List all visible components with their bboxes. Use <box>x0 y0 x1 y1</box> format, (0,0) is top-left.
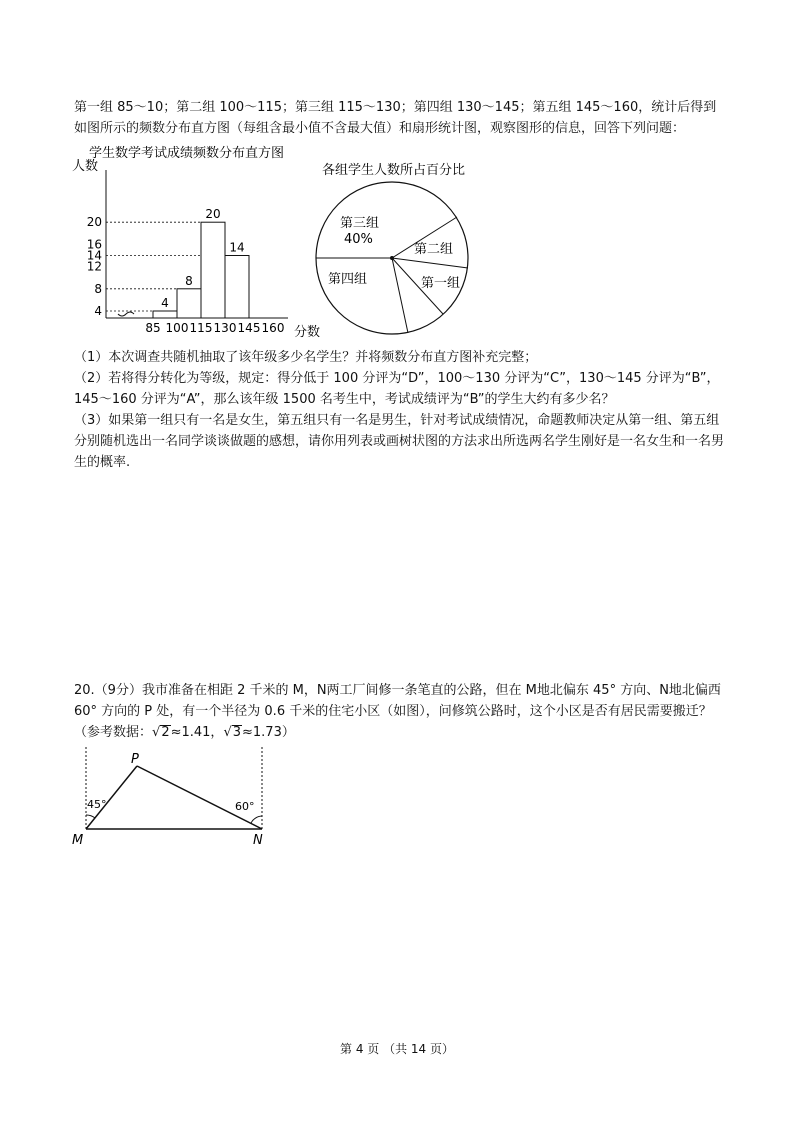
x-tick-label: 130 <box>213 321 237 335</box>
y-tick-label: 4 <box>94 304 102 318</box>
label-n: N <box>253 833 263 848</box>
pie-title: 各组学生人数所占百分比 <box>322 163 466 178</box>
problem-20-body: 20.（9分）我市准备在相距 2 千米的 M，N两工厂间修一条笔直的公路，但在 M地北偏东 45° 方向、N地北偏西 60° 方向的 P 处，有一个半径为 0.6 千米的住宅小区（如图），问修筑公路时，这个小区是否有居民需要搬迁？（参考数据： <box>74 683 721 740</box>
x-tick-label: 115 <box>189 321 213 335</box>
histogram-chart <box>70 140 330 340</box>
pie-label-group3: 第三组 <box>340 216 380 231</box>
approx-1: ≈1.41， <box>170 725 224 740</box>
approx-2: ≈1.73） <box>242 725 295 740</box>
angle-arc-n <box>251 816 262 823</box>
y-tick-label: 16 <box>86 237 102 252</box>
bar-value-label: 14 <box>229 240 245 255</box>
pie-divider-2 <box>392 258 468 268</box>
question-2: （2）若将得分转化为等级，规定：得分低于 100 分评为“D”，100～130 分评为“C”，130～145 分评为“B”，145～160 分评为“A”，那么该年级 1500 名考生中，考试成绩评为“B”的学生大约有多少名？ <box>74 371 720 407</box>
triangle-figure <box>70 745 280 850</box>
y-tick-label: 20 <box>86 215 102 230</box>
angle-arc-m <box>86 815 95 818</box>
x-tick-label: 160 <box>261 321 285 335</box>
bar-value-label: 8 <box>185 273 193 288</box>
y-tick-label: 8 <box>94 281 102 296</box>
sqrt-3: 3 <box>232 725 242 740</box>
x-tick-label: 100 <box>165 321 189 335</box>
histogram-ylabel: 人数 <box>72 159 99 174</box>
histogram-title: 学生数学考试成绩频数分布直方图 <box>89 146 285 161</box>
question-3: （3）如果第一组只有一名是女生，第五组只有一名是男生，针对考试成绩情况，命题教师决定从第一组、第五组分别随机选出一名同学谈谈做题的感想，请你用列表或画树状图的方法求出所选两名学生刚好是一名女生和一名男生的概率. <box>74 413 725 470</box>
y-tick-label: 14 <box>86 248 102 263</box>
sqrt-symbol-2: √ <box>223 725 232 740</box>
sqrt-symbol-1: √ <box>152 725 161 740</box>
segment-pn <box>137 766 262 829</box>
angle-label-m: 45° <box>87 798 107 811</box>
pie-divider-4 <box>392 258 408 333</box>
page-footer: 第 4 页 （共 14 页） <box>340 1042 454 1056</box>
pie-label-group3-percent: 40% <box>344 232 373 247</box>
label-m: M <box>72 833 84 848</box>
axis-break-mark <box>118 312 134 316</box>
pie-label-group2: 第二组 <box>414 242 454 257</box>
bar-value-label: 4 <box>161 296 169 310</box>
problem-20-text <box>74 680 724 743</box>
histogram-xlabel: 分数 <box>294 325 321 340</box>
pie-center <box>390 256 394 260</box>
sqrt-2: 2 <box>161 725 170 740</box>
y-tick-label: 12 <box>86 259 102 274</box>
intro-text: 第一组 85～10；第二组 100～115；第三组 115～130；第四组 130～145；第五组 145～160，统计后得到如图所示的频数分布直方图（每组含最小值不含最大值）和扇形统计图，观察图形的信息，回答下列问题： <box>74 100 717 136</box>
label-p: P <box>131 752 139 767</box>
pie-chart <box>312 152 482 342</box>
x-tick-label: 145 <box>237 321 261 335</box>
question-1: （1）本次调查共随机抽取了该年级多少名学生？并将频数分布直方图补充完整； <box>74 350 538 365</box>
angle-label-n: 60° <box>235 800 255 813</box>
histogram-bars <box>153 207 249 318</box>
bar <box>225 256 249 319</box>
x-tick-label: 85 <box>145 321 161 335</box>
bar <box>153 311 177 318</box>
pie-label-group4: 第四组 <box>328 272 368 287</box>
pie-label-group1: 第一组 <box>421 276 461 291</box>
bar <box>201 222 225 318</box>
bar <box>177 289 201 318</box>
bar-value-label: 20 <box>205 207 221 222</box>
